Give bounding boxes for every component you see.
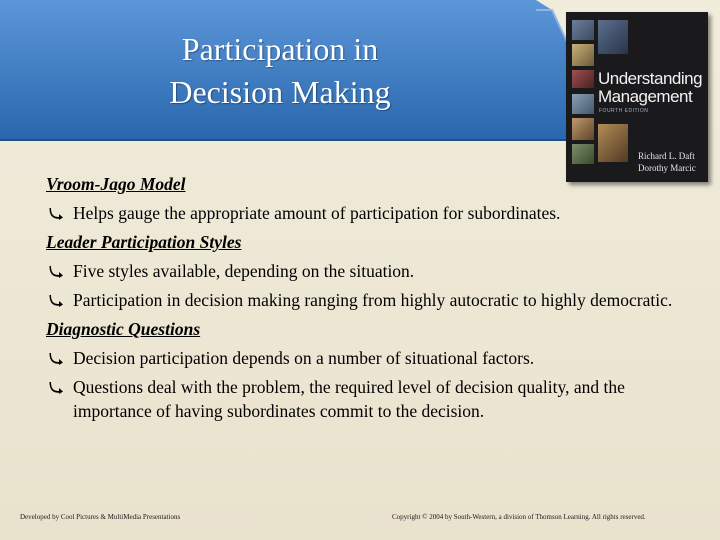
cover-photo-2 <box>572 44 594 66</box>
bullet-text: Helps gauge the appropriate amount of participation for subordinates. <box>73 203 561 223</box>
title-line-2: Decision Making <box>169 74 391 110</box>
curved-arrow-bullet-icon <box>48 351 64 365</box>
curved-arrow-bullet-icon <box>48 264 64 278</box>
book-cover <box>566 12 708 182</box>
section-heading-leader-styles: Leader Participation Styles <box>46 232 242 252</box>
bullet-item <box>46 375 686 423</box>
cover-photo-6 <box>572 144 594 164</box>
curved-arrow-bullet-icon <box>48 380 64 394</box>
slide-content <box>46 172 686 428</box>
curved-arrow-bullet-icon <box>48 293 64 307</box>
bullet-text: Questions deal with the problem, the required level of decision quality, and the importance of having subordinates commit to the decision. <box>73 377 625 421</box>
cover-photo-5 <box>572 118 594 140</box>
cover-photo-3 <box>572 70 594 88</box>
cover-photo-7 <box>598 20 628 54</box>
page-title <box>130 28 430 114</box>
title-line-1: Participation in <box>181 31 379 67</box>
cover-photo-8 <box>598 124 628 162</box>
cover-photo-1 <box>572 20 594 40</box>
bullet-item <box>46 259 686 283</box>
book-title-line-2: Management <box>598 87 693 106</box>
section-heading-diagnostic-questions: Diagnostic Questions <box>46 319 201 339</box>
footer-credit: Developed by Cool Pictures & MultiMedia Presentations <box>20 513 181 521</box>
book-author-1: Richard L. Daft <box>638 151 695 161</box>
bullet-item <box>46 201 686 225</box>
footer-copyright: Copyright © 2004 by South-Western, a division of Thomson Learning. All rights reserved. <box>392 513 646 521</box>
book-edition: FOURTH EDITION <box>599 108 649 114</box>
section-heading-vroom-jago: Vroom-Jago Model <box>46 174 186 194</box>
bullet-item <box>46 346 686 370</box>
bullet-text: Participation in decision making ranging from highly autocratic to highly democratic. <box>73 290 673 310</box>
curved-arrow-bullet-icon <box>48 206 64 220</box>
bullet-text: Five styles available, depending on the situation. <box>73 261 415 281</box>
book-authors <box>638 150 696 174</box>
book-author-2: Dorothy Marcic <box>638 163 696 173</box>
book-title <box>598 70 702 106</box>
cover-photo-4 <box>572 94 594 114</box>
bullet-text: Decision participation depends on a number of situational factors. <box>73 348 535 368</box>
bullet-item <box>46 288 686 312</box>
book-title-line-1: Understanding <box>598 69 703 88</box>
